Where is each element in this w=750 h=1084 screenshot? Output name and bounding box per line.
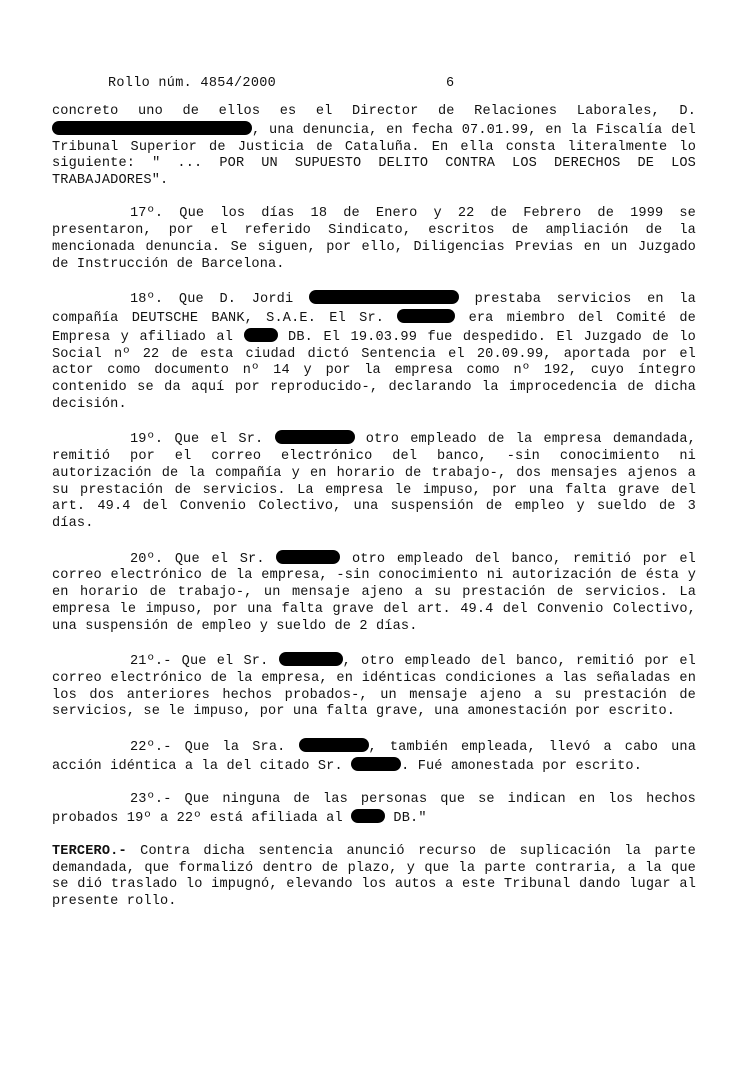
page-number: 6 bbox=[446, 76, 455, 91]
paragraph-17 bbox=[52, 206, 696, 273]
section-label: TERCERO.- bbox=[52, 843, 127, 859]
paragraph-20 bbox=[52, 550, 696, 636]
paragraph-text: , otro empleado del banco, remitió por el correo electrónico de la empresa, en idénticas condiciones a las señaladas en los dos anteriores hechos probados-, un mensaje ajeno a su prestación de servicios, se le impuso, por una falta grave, una amonestación por escrito. bbox=[52, 654, 696, 720]
paragraph-intro bbox=[52, 104, 696, 190]
paragraph-text: DB." bbox=[393, 810, 427, 826]
paragraph-text: DB. El 19.03.99 fue despedido. El Juzgado de lo Social nº 22 de esta ciudad dictó Sentencia el 20.09.99, aportada por el actor como documento nº 14 y por la empresa como nº 192, cuyo íntegro contenido se da aquí por reproducido-, declarando la improcedencia de dicha decisión. bbox=[52, 329, 696, 412]
redaction-block bbox=[279, 652, 343, 666]
paragraph-text: otro empleado de la empresa demandada, remitió por el correo electrónico del banco, -sin conocimiento ni autorización de la compañía y en horario de trabajo-, dos mensajes ajenos a su prestación de servicios. La empresa le impuso, por una falta grave del art. 49.4 del Convenio Colectivo, una suspensión de empleo y sueldo de 3 días. bbox=[52, 432, 696, 532]
page-header bbox=[108, 76, 568, 91]
paragraph-19 bbox=[52, 430, 696, 533]
redaction-block bbox=[299, 738, 369, 752]
redaction-block bbox=[397, 309, 455, 323]
roll-number: Rollo núm. 4854/2000 bbox=[108, 76, 277, 91]
paragraph-text: 19º. Que el Sr. bbox=[130, 432, 264, 448]
paragraph-text: 22º.- Que la Sra. bbox=[130, 739, 286, 755]
redaction-block bbox=[276, 550, 340, 564]
paragraph-text: 20º. Que el Sr. bbox=[130, 551, 265, 567]
paragraph-text: 23º.- Que ninguna de las personas que se indican en los hechos probados 19º a 22º está afiliada al bbox=[52, 791, 696, 826]
redaction-block bbox=[309, 290, 459, 304]
redaction-block bbox=[244, 328, 278, 342]
paragraph-22 bbox=[52, 738, 696, 776]
paragraph-text: prestaba servicios en la compañía DEUTSCHE BANK, S.A.E. El Sr. bbox=[52, 292, 696, 326]
paragraph-text: 18º. Que D. Jordi bbox=[130, 292, 294, 308]
paragraph-tercero bbox=[52, 844, 696, 911]
paragraph-text: 17º. Que los días 18 de Enero y 22 de Febrero de 1999 se presentaron, por el referido Sindicato, escritos de ampliación de la mencionada denuncia. Se siguen, por ello, Diligencias Previas en un Juzgado de Instrucción de Barcelona. bbox=[52, 206, 696, 272]
paragraph-text: , también empleada, llevó a cabo una acción idéntica a la del citado Sr. bbox=[52, 739, 696, 774]
paragraph-text: , una denuncia, en fecha 07.01.99, en la Fiscalía del Tribunal Superior de Justicia de Cataluña. En ella consta literalmente lo siguiente: " ... POR UN SUPUESTO DELITO CONTRA LOS DERECHOS DE LOS TRABAJADORES". bbox=[52, 122, 696, 189]
paragraph-text: concreto uno de ellos es el Director de Relaciones Laborales, D. bbox=[52, 104, 696, 119]
redaction-block bbox=[275, 430, 355, 444]
paragraph-text: Contra dicha sentencia anunció recurso de suplicación la parte demandada, que formalizó dentro de plazo, y que la parte contraria, a la que se dió traslado lo impugnó, elevando los autos a este Tribunal dando lugar al presente rollo. bbox=[52, 843, 696, 910]
paragraph-text: otro empleado del banco, remitió por el correo electrónico de la empresa, -sin conocimiento ni autorización de ésta y en horario de trabajo-, un mensaje ajeno a su prestación de servicios. La empresa le impuso, por una falta grave del art. 49.4 del Convenio Colectivo, una suspensión de empleo y sueldo de 2 días. bbox=[52, 551, 696, 634]
paragraph-text: 21º.- Que el Sr. bbox=[130, 654, 269, 670]
paragraph-23 bbox=[52, 792, 696, 828]
paragraph-18 bbox=[52, 290, 696, 414]
paragraph-text: era miembro del Comité de Empresa y afiliado al bbox=[52, 310, 696, 345]
paragraph-text: . Fué amonestada por escrito. bbox=[401, 758, 642, 774]
document-body bbox=[52, 104, 696, 928]
redaction-block bbox=[351, 757, 401, 771]
redaction-block bbox=[351, 809, 385, 823]
redaction-block bbox=[52, 121, 252, 135]
paragraph-21 bbox=[52, 652, 696, 721]
